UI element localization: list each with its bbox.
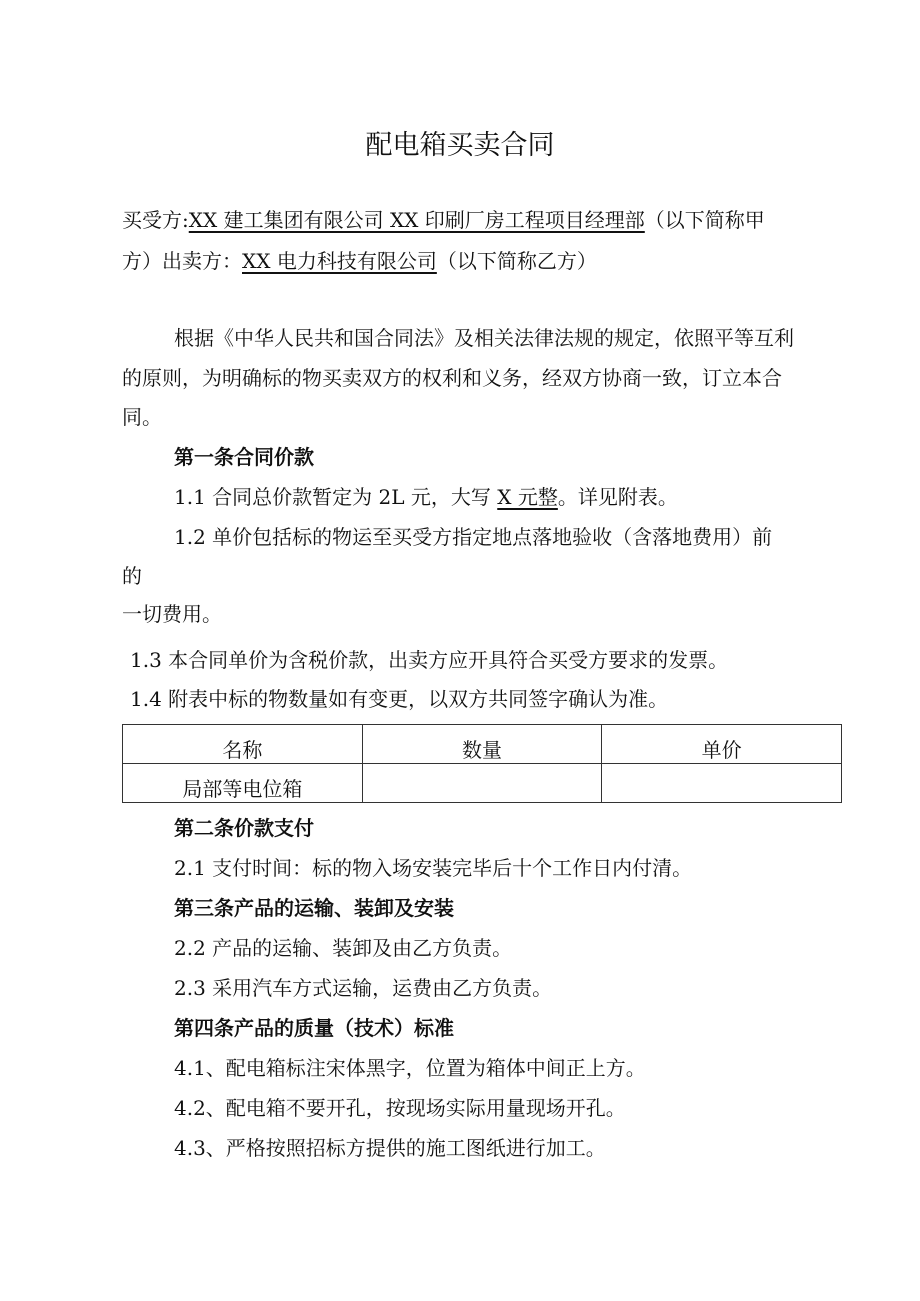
document-title: 配电箱买卖合同 <box>365 130 555 161</box>
intro-line-2: 的原则，为明确标的物买卖双方的权利和义务，经双方协商一致，订立本合 <box>122 366 782 390</box>
clause-2-2: 2.2 产品的运输、装卸及由乙方负责。 <box>174 936 513 960</box>
table-header-name: 名称 <box>123 725 363 764</box>
table-cell-unit-price <box>602 764 842 803</box>
table-row <box>123 764 842 803</box>
clause-1-1-amount: X 元整 <box>497 485 558 509</box>
buyer-line <box>122 205 765 235</box>
clause-4-1: 4.1、配电箱标注宋体黑字，位置为箱体中间正上方。 <box>174 1056 646 1080</box>
table-header-unit-price: 单价 <box>602 725 842 764</box>
article-1-heading: 第一条合同价款 <box>174 445 314 469</box>
intro-line-1: 根据《中华人民共和国合同法》及相关法律法规的规定，依照平等互利 <box>174 326 794 350</box>
buyer-name: XX 建工集团有限公司 XX 印刷厂房工程项目经理部 <box>188 208 645 232</box>
seller-suffix: （以下简称乙方） <box>436 249 597 273</box>
article-4-heading: 第四条产品的质量（技术）标准 <box>174 1016 454 1040</box>
clause-1-4: 1.4 附表中标的物数量如有变更，以双方共同签字确认为准。 <box>130 687 669 711</box>
seller-label: 方）出卖方： <box>122 249 242 273</box>
buyer-label: 买受方: <box>122 208 189 232</box>
clause-1-1-suffix: 。详见附表。 <box>557 485 678 509</box>
table-cell-name: 局部等电位箱 <box>123 764 363 803</box>
table-header-quantity: 数量 <box>362 725 602 764</box>
intro-line-3: 同。 <box>122 405 162 429</box>
clause-1-2-line-2: 的 <box>122 564 142 588</box>
seller-name: XX 电力科技有限公司 <box>242 249 437 273</box>
seller-line <box>122 246 597 276</box>
clause-1-2-line-3: 一切费用。 <box>122 602 222 626</box>
clause-1-3: 1.3 本合同单价为含税价款，出卖方应开具符合买受方要求的发票。 <box>130 648 729 672</box>
article-3-heading: 第三条产品的运输、装卸及安装 <box>174 896 454 920</box>
clause-1-1 <box>174 482 678 512</box>
clause-2-3: 2.3 采用汽车方式运输，运费由乙方负责。 <box>174 976 553 1000</box>
buyer-suffix: （以下简称甲 <box>644 208 765 232</box>
clause-2-1: 2.1 支付时间：标的物入场安装完毕后十个工作日内付清。 <box>174 856 693 880</box>
clause-4-3: 4.3、严格按照招标方提供的施工图纸进行加工。 <box>174 1136 606 1160</box>
clause-1-2-line-1: 1.2 单价包括标的物运至买受方指定地点落地验收（含落地费用）前 <box>174 525 773 549</box>
clause-4-2: 4.2、配电箱不要开孔，按现场实际用量现场开孔。 <box>174 1096 626 1120</box>
items-table <box>122 724 842 803</box>
table-cell-quantity <box>362 764 602 803</box>
table-header-row <box>123 725 842 764</box>
article-2-heading: 第二条价款支付 <box>174 816 314 840</box>
clause-1-1-prefix: 1.1 合同总价款暂定为 2L 元，大写 <box>174 485 498 509</box>
